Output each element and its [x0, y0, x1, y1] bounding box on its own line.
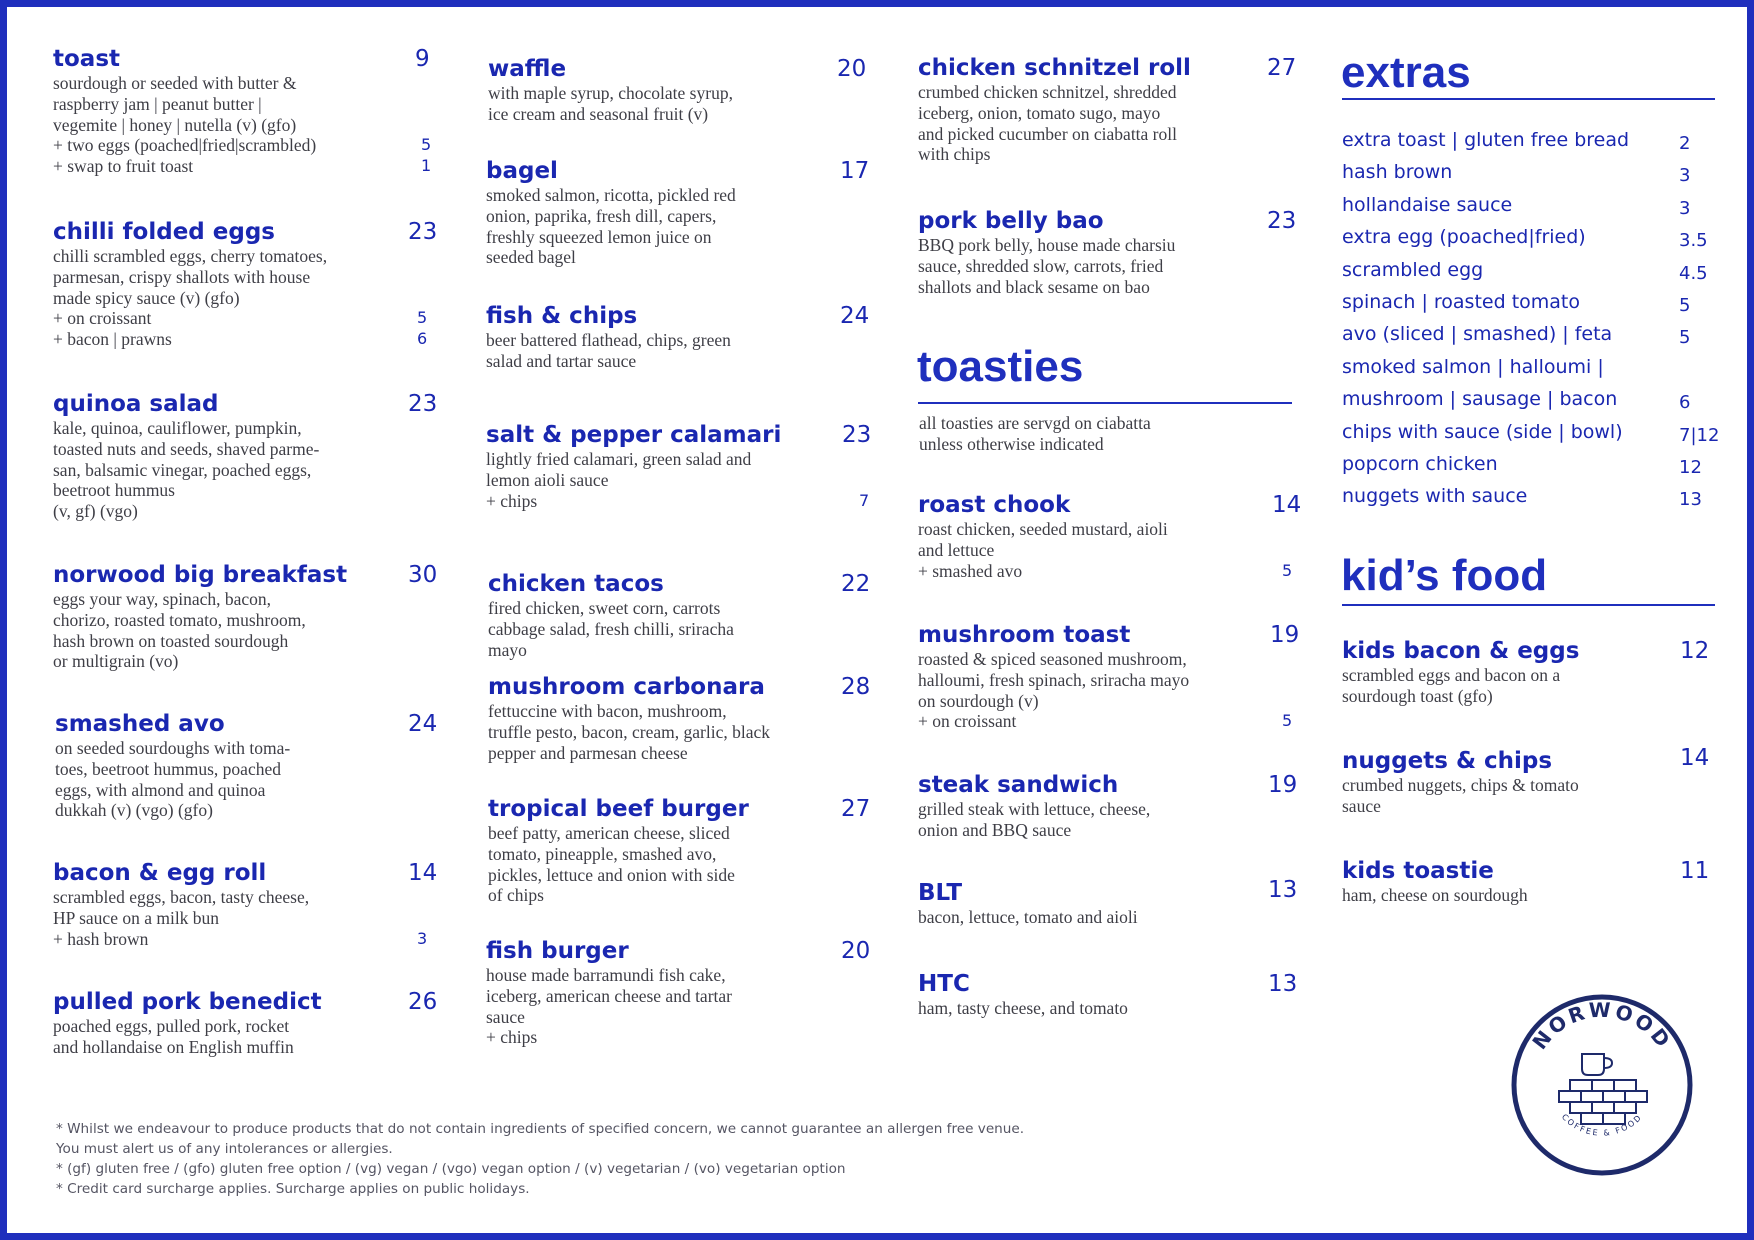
item-name: toast [53, 46, 121, 72]
menu-item-pulled-pork-benedict [53, 988, 438, 1058]
menu-item-kids-toastie [1342, 857, 1712, 906]
item-price: 30 [408, 562, 438, 588]
item-name: quinoa salad [53, 391, 219, 417]
item-price: 24 [408, 711, 438, 737]
addon-price: 5 [1282, 560, 1293, 580]
norwood-logo [1509, 992, 1695, 1178]
item-name: smashed avo [55, 711, 225, 737]
item-price: 17 [840, 158, 870, 184]
item-desc: beer battered flathead, chips, green salad and tartar sauce [486, 330, 731, 371]
menu-item-smashed-avo [55, 710, 438, 821]
menu-item-tropical-beef-burger [488, 795, 873, 906]
addon-price: 3 [417, 928, 428, 948]
addon-price: 5 [1282, 711, 1293, 731]
addon-price: 6 [417, 329, 428, 349]
item-price: 19 [1270, 622, 1300, 648]
menu-item-quinoa-salad [53, 390, 438, 522]
menu-item-chilli-folded-eggs [53, 218, 438, 350]
item-price: 13 [1268, 971, 1298, 997]
item-name: fish burger [486, 938, 629, 964]
item-name: bagel [486, 158, 558, 184]
item-name: mushroom carbonara [488, 674, 765, 700]
item-price: 20 [841, 938, 871, 964]
extras-row: scrambled egg 4.5 [1342, 258, 1708, 284]
extras-row: avo (sliced | smashed) | feta 5 [1342, 323, 1691, 349]
item-desc: fettuccine with bacon, mushroom, truffle pesto, bacon, cream, garlic, black pepper and parmesan cheese [488, 701, 770, 763]
extras-row: extra egg (poached|fried) 3.5 [1342, 226, 1708, 252]
item-name: pork belly bao [918, 208, 1104, 234]
item-name: roast chook [918, 492, 1071, 518]
item-desc: beef patty, american cheese, sliced tomato, pineapple, smashed avo, pickles, lettuce and onion with side of chips [488, 823, 735, 906]
item-name: chicken schnitzel roll [918, 55, 1191, 81]
menu-item-htc [918, 970, 1298, 1019]
item-name: steak sandwich [918, 772, 1119, 798]
toasties-heading: toasties [917, 342, 1084, 391]
item-price: 12 [1680, 638, 1710, 664]
kids-food-divider [1342, 604, 1715, 606]
item-price: 23 [842, 422, 872, 448]
menu-item-mushroom-toast [918, 621, 1298, 732]
item-price: 27 [1267, 55, 1297, 81]
extras-price: 12 [1679, 456, 1702, 478]
item-name: chilli folded eggs [53, 219, 275, 245]
menu-item-mushroom-carbonara [488, 673, 873, 763]
item-price: 20 [837, 56, 867, 82]
menu-item-waffle [488, 55, 873, 125]
item-name: kids toastie [1342, 858, 1494, 884]
extras-price: 3 [1679, 197, 1691, 219]
item-desc: scrambled eggs and bacon on a sourdough toast (gfo) [1342, 665, 1561, 706]
extras-price: 4.5 [1679, 262, 1708, 284]
extras-divider [1342, 98, 1715, 100]
menu-item-roast-chook [918, 491, 1302, 581]
addon: + two eggs (poached|fried|scrambled) 5 [53, 135, 432, 156]
addon: + on croissant 5 [918, 711, 1293, 732]
item-desc: eggs your way, spinach, bacon, chorizo, roasted tomato, mushroom, hash brown on toasted sourdough or multigrain (vo) [53, 589, 306, 672]
item-price: 22 [841, 571, 871, 597]
extras-price: 5 [1679, 327, 1691, 349]
addon-price: 1 [421, 156, 432, 176]
toasties-divider [918, 402, 1292, 404]
extras-price: 5 [1679, 294, 1691, 316]
menu-item-chicken-tacos [488, 570, 873, 660]
extras-list [1342, 129, 1720, 518]
logo-top-text: NORWOOD [1527, 997, 1677, 1054]
item-desc: roast chicken, seeded mustard, aioli and lettuce [918, 519, 1168, 560]
footer-line: You must alert us of any intolerances or allergies. [56, 1141, 393, 1157]
menu-item-bacon-egg-roll [53, 859, 438, 949]
logo-bottom-text: COFFEE & FOOD [1559, 1112, 1645, 1138]
item-desc: scrambled eggs, bacon, tasty cheese, HP sauce on a milk bun [53, 887, 310, 928]
extras-row: mushroom | sausage | bacon 6 [1342, 388, 1691, 414]
item-desc: smoked salmon, ricotta, pickled red onion, paprika, fresh dill, capers, freshly squeezed lemon juice on seeded bagel [486, 185, 736, 268]
item-price: 26 [408, 989, 438, 1015]
item-desc: ham, cheese on sourdough [1342, 885, 1528, 905]
extras-price: 2 [1679, 133, 1691, 154]
item-price: 19 [1268, 772, 1298, 798]
addon: + smashed avo 5 [918, 560, 1293, 581]
item-name: kids bacon & eggs [1342, 638, 1580, 664]
kids-food-heading: kid’s food [1341, 551, 1548, 600]
extras-heading: extras [1341, 48, 1471, 97]
extras-row: smoked salmon | halloumi | [1342, 355, 1604, 378]
item-name: mushroom toast [918, 622, 1131, 648]
item-desc: grilled steak with lettuce, cheese, onion and BBQ sauce [918, 799, 1151, 840]
addon: + on croissant 5 [53, 308, 428, 329]
extras-row: hash brown 3 [1342, 161, 1691, 187]
footer-line: * (gf) gluten free / (gfo) gluten free option / (vg) vegan / (vgo) vegan option / (v) vegetarian / (vo) vegetarian option [56, 1161, 846, 1177]
footer-line: * Credit card surcharge applies. Surcharge applies on public holidays. [56, 1181, 530, 1197]
item-price: 14 [1680, 745, 1710, 771]
item-price: 23 [408, 219, 438, 245]
extras-price: 7|12 [1679, 424, 1720, 446]
item-desc: fired chicken, sweet corn, carrots cabbage salad, fresh chilli, sriracha mayo [488, 598, 734, 660]
extras-price: 3 [1679, 165, 1691, 187]
item-name: bacon & egg roll [53, 860, 267, 886]
extras-price: 6 [1679, 392, 1691, 414]
item-name: waffle [488, 56, 567, 82]
addon: + swap to fruit toast 1 [53, 156, 432, 177]
item-price: 9 [415, 46, 430, 72]
item-price: 27 [841, 796, 871, 822]
item-name: pulled pork benedict [53, 989, 322, 1015]
item-price: 11 [1680, 858, 1710, 884]
item-desc: BBQ pork belly, house made charsiu sauce, shredded slow, carrots, fried shallots and black sesame on bao [918, 235, 1176, 297]
extras-row: spinach | roasted tomato 5 [1342, 290, 1691, 316]
item-desc: bacon, lettuce, tomato and aioli [918, 907, 1138, 927]
item-name: HTC [918, 971, 970, 997]
item-name: norwood big breakfast [53, 562, 348, 588]
menu-item-steak-sandwich [918, 771, 1298, 841]
addon: + hash brown 3 [53, 928, 428, 949]
addon-price: 7 [859, 490, 870, 510]
extras-row: popcorn chicken 12 [1342, 452, 1702, 478]
item-desc: with maple syrup, chocolate syrup, ice cream and seasonal fruit (v) [488, 83, 733, 124]
item-name: BLT [918, 880, 963, 906]
item-desc: poached eggs, pulled pork, rocket and hollandaise on English muffin [53, 1016, 294, 1057]
item-price: 23 [408, 391, 438, 417]
item-desc: crumbed nuggets, chips & tomato sauce [1342, 775, 1579, 816]
extras-price: 3.5 [1679, 230, 1708, 252]
addon-price: 5 [421, 135, 432, 155]
item-price: 28 [841, 674, 871, 700]
menu-item-bagel [486, 157, 871, 268]
allergen-footer [56, 1119, 1024, 1199]
toasties-note: all toasties are servgd on ciabatta unless otherwise indicated [919, 413, 1151, 454]
menu-item-norwood-big-breakfast [53, 561, 438, 672]
addon: + chips 7 [486, 490, 870, 511]
menu-item-chicken-schnitzel-roll [918, 54, 1298, 165]
item-price: 24 [840, 303, 870, 329]
item-desc: ham, tasty cheese, and tomato [918, 998, 1128, 1018]
item-name: nuggets & chips [1342, 748, 1553, 774]
footer-line: * Whilst we endeavour to produce products that do not contain ingredients of specified concern, we cannot guarantee an allergen free venue. [56, 1121, 1025, 1137]
extras-row: extra toast | gluten free bread 2 [1342, 129, 1691, 154]
extras-row: hollandaise sauce 3 [1342, 193, 1691, 219]
menu-item-fish-burger [486, 937, 871, 1048]
menu-item-toast [53, 45, 433, 177]
menu-item-salt-pepper-calamari [486, 421, 871, 511]
item-desc: on seeded sourdoughs with toma- toes, beetroot hummus, poached eggs, with almond and quinoa dukkah (v) (vgo) (gfo) [55, 738, 291, 821]
item-desc: roasted & spiced seasoned mushroom, halloumi, fresh spinach, sriracha mayo on sourdough (v) [918, 649, 1190, 711]
item-price: 13 [1268, 877, 1298, 903]
menu-item-blt [918, 879, 1298, 928]
addon-price: 5 [417, 308, 428, 328]
menu-item-pork-belly-bao [918, 207, 1298, 297]
item-desc: crumbed chicken schnitzel, shredded iceberg, onion, tomato sugo, mayo and picked cucumber on ciabatta roll with chips [918, 82, 1177, 165]
extras-price: 13 [1679, 489, 1702, 511]
item-name: salt & pepper calamari [486, 422, 782, 448]
item-price: 14 [1272, 492, 1302, 518]
item-name: tropical beef burger [488, 796, 749, 822]
item-desc: sourdough or seeded with butter & raspberry jam | peanut butter | vegemite | honey | nutella (v) (gfo) [53, 73, 297, 135]
item-name: chicken tacos [488, 571, 664, 597]
extras-row: nuggets with sauce 13 [1342, 485, 1702, 511]
menu-item-fish-and-chips [486, 302, 871, 372]
item-name: fish & chips [486, 303, 638, 329]
menu-item-kids-bacon-eggs [1342, 637, 1712, 707]
item-desc: house made barramundi fish cake, iceberg, american cheese and tartar sauce + chips [486, 965, 732, 1048]
addon: + bacon | prawns 6 [53, 329, 428, 350]
menu-item-nuggets-chips [1342, 747, 1712, 817]
item-price: 23 [1267, 208, 1297, 234]
item-price: 14 [408, 860, 438, 886]
extras-row: chips with sauce (side | bowl) 7|12 [1342, 420, 1720, 446]
item-desc: kale, quinoa, cauliflower, pumpkin, toasted nuts and seeds, shaved parme- san, balsamic vinegar, poached eggs, beetroot hummus (v, gf) (vgo) [53, 418, 320, 522]
item-desc: lightly fried calamari, green salad and lemon aioli sauce [486, 449, 752, 490]
item-desc: chilli scrambled eggs, cherry tomatoes, parmesan, crispy shallots with house made spicy sauce (v) (gfo) [53, 246, 328, 308]
